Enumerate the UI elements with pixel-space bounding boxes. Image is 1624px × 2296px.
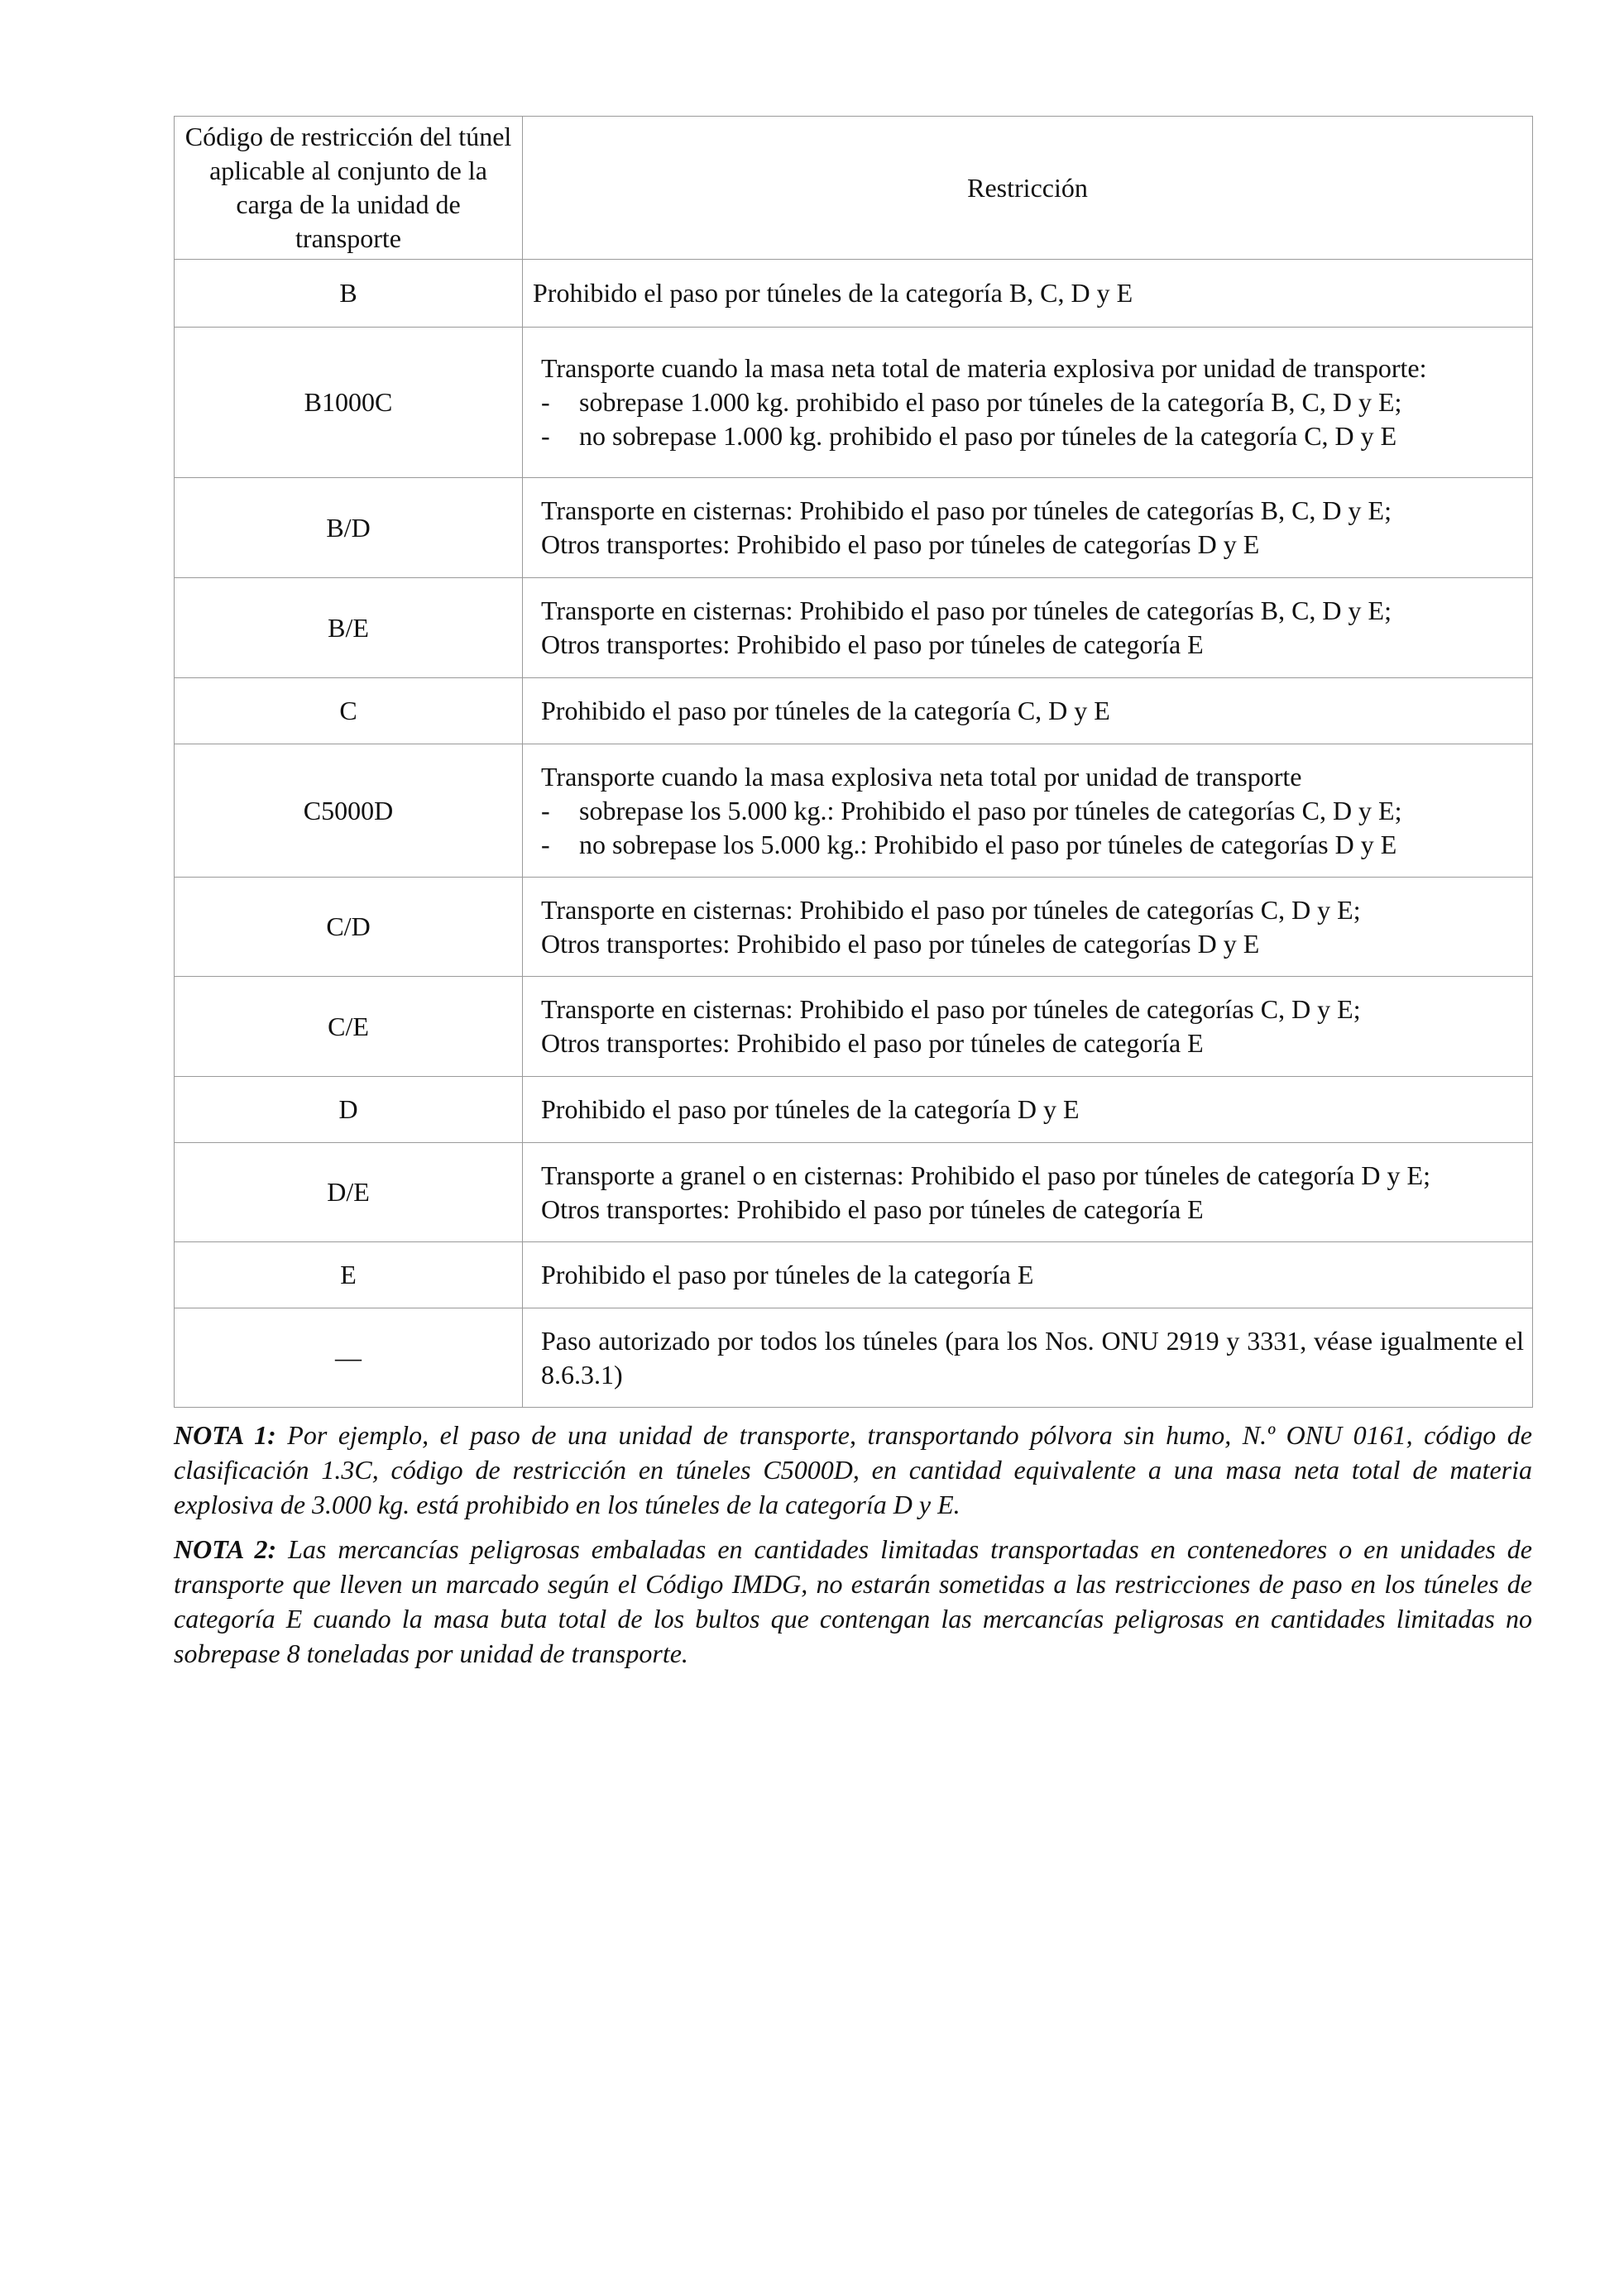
list-item: [541, 419, 1524, 453]
list-dash: -: [541, 387, 550, 417]
list-item-text: no sobrepase 1.000 kg. prohibido el paso por túneles de la categoría C, D y E: [579, 421, 1397, 451]
note-2: [174, 1532, 1532, 1671]
table-row: [175, 1143, 1533, 1242]
restriction-text: Prohibido el paso por túneles de la categoría B, C, D y E: [523, 260, 1533, 328]
restriction-text: [523, 1143, 1533, 1242]
tunnel-restriction-table: [174, 116, 1533, 1408]
restriction-code: C5000D: [175, 744, 523, 878]
restriction-text: Prohibido el paso por túneles de la categoría D y E: [523, 1077, 1533, 1143]
note-2-text: Las mercancías peligrosas embaladas en cantidades limitadas transportadas en contenedores o en unidades de transporte que lleven un marcado según el Código IMDG, no estarán sometidas a las restricciones de paso en los túneles de categoría E cuando la masa buta total de los bultos que contengan las mercancías peligrosas en cantidades limitadas no sobrepase 8 toneladas por unidad de transporte.: [174, 1534, 1533, 1668]
restriction-line-2: Otros transportes: Prohibido el paso por túneles de categorías D y E: [541, 529, 1260, 559]
table-row: [175, 1077, 1533, 1143]
restriction-text: Prohibido el paso por túneles de la categoría C, D y E: [523, 678, 1533, 744]
restriction-code: B1000C: [175, 328, 523, 478]
restriction-code: B/D: [175, 478, 523, 578]
table-row: [175, 478, 1533, 578]
table-row: [175, 744, 1533, 878]
note-2-label: NOTA 2:: [174, 1534, 277, 1564]
restriction-text: [523, 478, 1533, 578]
restriction-text: [523, 328, 1533, 478]
restriction-code: E: [175, 1242, 523, 1308]
restriction-code: D/E: [175, 1143, 523, 1242]
list-dash: -: [541, 795, 550, 825]
restriction-line-1: Transporte en cisternas: Prohibido el paso por túneles de categorías B, C, D y E;: [541, 596, 1392, 625]
restriction-line-1: Transporte en cisternas: Prohibido el paso por túneles de categorías B, C, D y E;: [541, 495, 1392, 525]
table-row: [175, 878, 1533, 977]
header-restriction: Restricción: [523, 117, 1533, 260]
restriction-code: D: [175, 1077, 523, 1143]
restriction-line-2: Otros transportes: Prohibido el paso por túneles de categorías D y E: [541, 928, 1260, 959]
restriction-code: C/E: [175, 977, 523, 1077]
table-row: [175, 1242, 1533, 1308]
restriction-code: B/E: [175, 578, 523, 678]
restriction-intro: Transporte cuando la masa explosiva neta total por unidad de transporte: [541, 761, 1302, 792]
note-1-label: NOTA 1:: [174, 1420, 276, 1450]
notes-section: [174, 1418, 1532, 1671]
list-item: [541, 794, 1524, 828]
restriction-text: [523, 578, 1533, 678]
restriction-line-1: Transporte en cisternas: Prohibido el paso por túneles de categorías C, D y E;: [541, 994, 1361, 1024]
restriction-code: C/D: [175, 878, 523, 977]
restriction-text: Paso autorizado por todos los túneles (para los Nos. ONU 2919 y 3331, véase igualmente el 8.6.3.1): [523, 1308, 1533, 1408]
restriction-code: —: [175, 1308, 523, 1408]
table-row: [175, 328, 1533, 478]
restriction-line-2: Otros transportes: Prohibido el paso por túneles de categoría E: [541, 629, 1204, 659]
list-item-text: no sobrepase los 5.000 kg.: Prohibido el paso por túneles de categorías D y E: [579, 829, 1397, 859]
list-item: [541, 828, 1524, 862]
restriction-code: B: [175, 260, 523, 328]
note-1: [174, 1418, 1532, 1522]
table-row: [175, 1308, 1533, 1408]
restriction-line-2: Otros transportes: Prohibido el paso por túneles de categoría E: [541, 1193, 1204, 1224]
list-dash: -: [541, 829, 550, 859]
restriction-line-2: Otros transportes: Prohibido el paso por túneles de categoría E: [541, 1028, 1204, 1058]
list-item: [541, 385, 1524, 419]
list-dash: -: [541, 421, 550, 451]
table-header-row: [175, 117, 1533, 260]
restriction-intro: Transporte cuando la masa neta total de materia explosiva por unidad de transporte:: [541, 353, 1427, 383]
table-row: [175, 977, 1533, 1077]
table-row: [175, 260, 1533, 328]
header-code: Código de restricción del túnel aplicable al conjunto de la carga de la unidad de transporte: [175, 117, 523, 260]
restriction-text: [523, 878, 1533, 977]
list-item-text: sobrepase los 5.000 kg.: Prohibido el paso por túneles de categorías C, D y E;: [579, 795, 1402, 825]
table-row: [175, 578, 1533, 678]
list-item-text: sobrepase 1.000 kg. prohibido el paso por túneles de la categoría B, C, D y E;: [579, 387, 1402, 417]
restriction-text: [523, 744, 1533, 878]
restriction-text: [523, 977, 1533, 1077]
restriction-code: C: [175, 678, 523, 744]
document-page: [174, 116, 1532, 1681]
restriction-text: Prohibido el paso por túneles de la categoría E: [523, 1242, 1533, 1308]
note-1-text: Por ejemplo, el paso de una unidad de transporte, transportando pólvora sin humo, N.º ONU 0161, código de clasificación 1.3C, código de restricción en túneles C5000D, en cantidad equivalente a una masa neta total de materia explosiva de 3.000 kg. está prohibido en los túneles de la categoría D y E.: [174, 1420, 1533, 1519]
restriction-line-1: Transporte a granel o en cisternas: Prohibido el paso por túneles de categoría D y E;: [541, 1160, 1430, 1190]
restriction-line-1: Transporte en cisternas: Prohibido el paso por túneles de categorías C, D y E;: [541, 894, 1361, 925]
table-row: [175, 678, 1533, 744]
